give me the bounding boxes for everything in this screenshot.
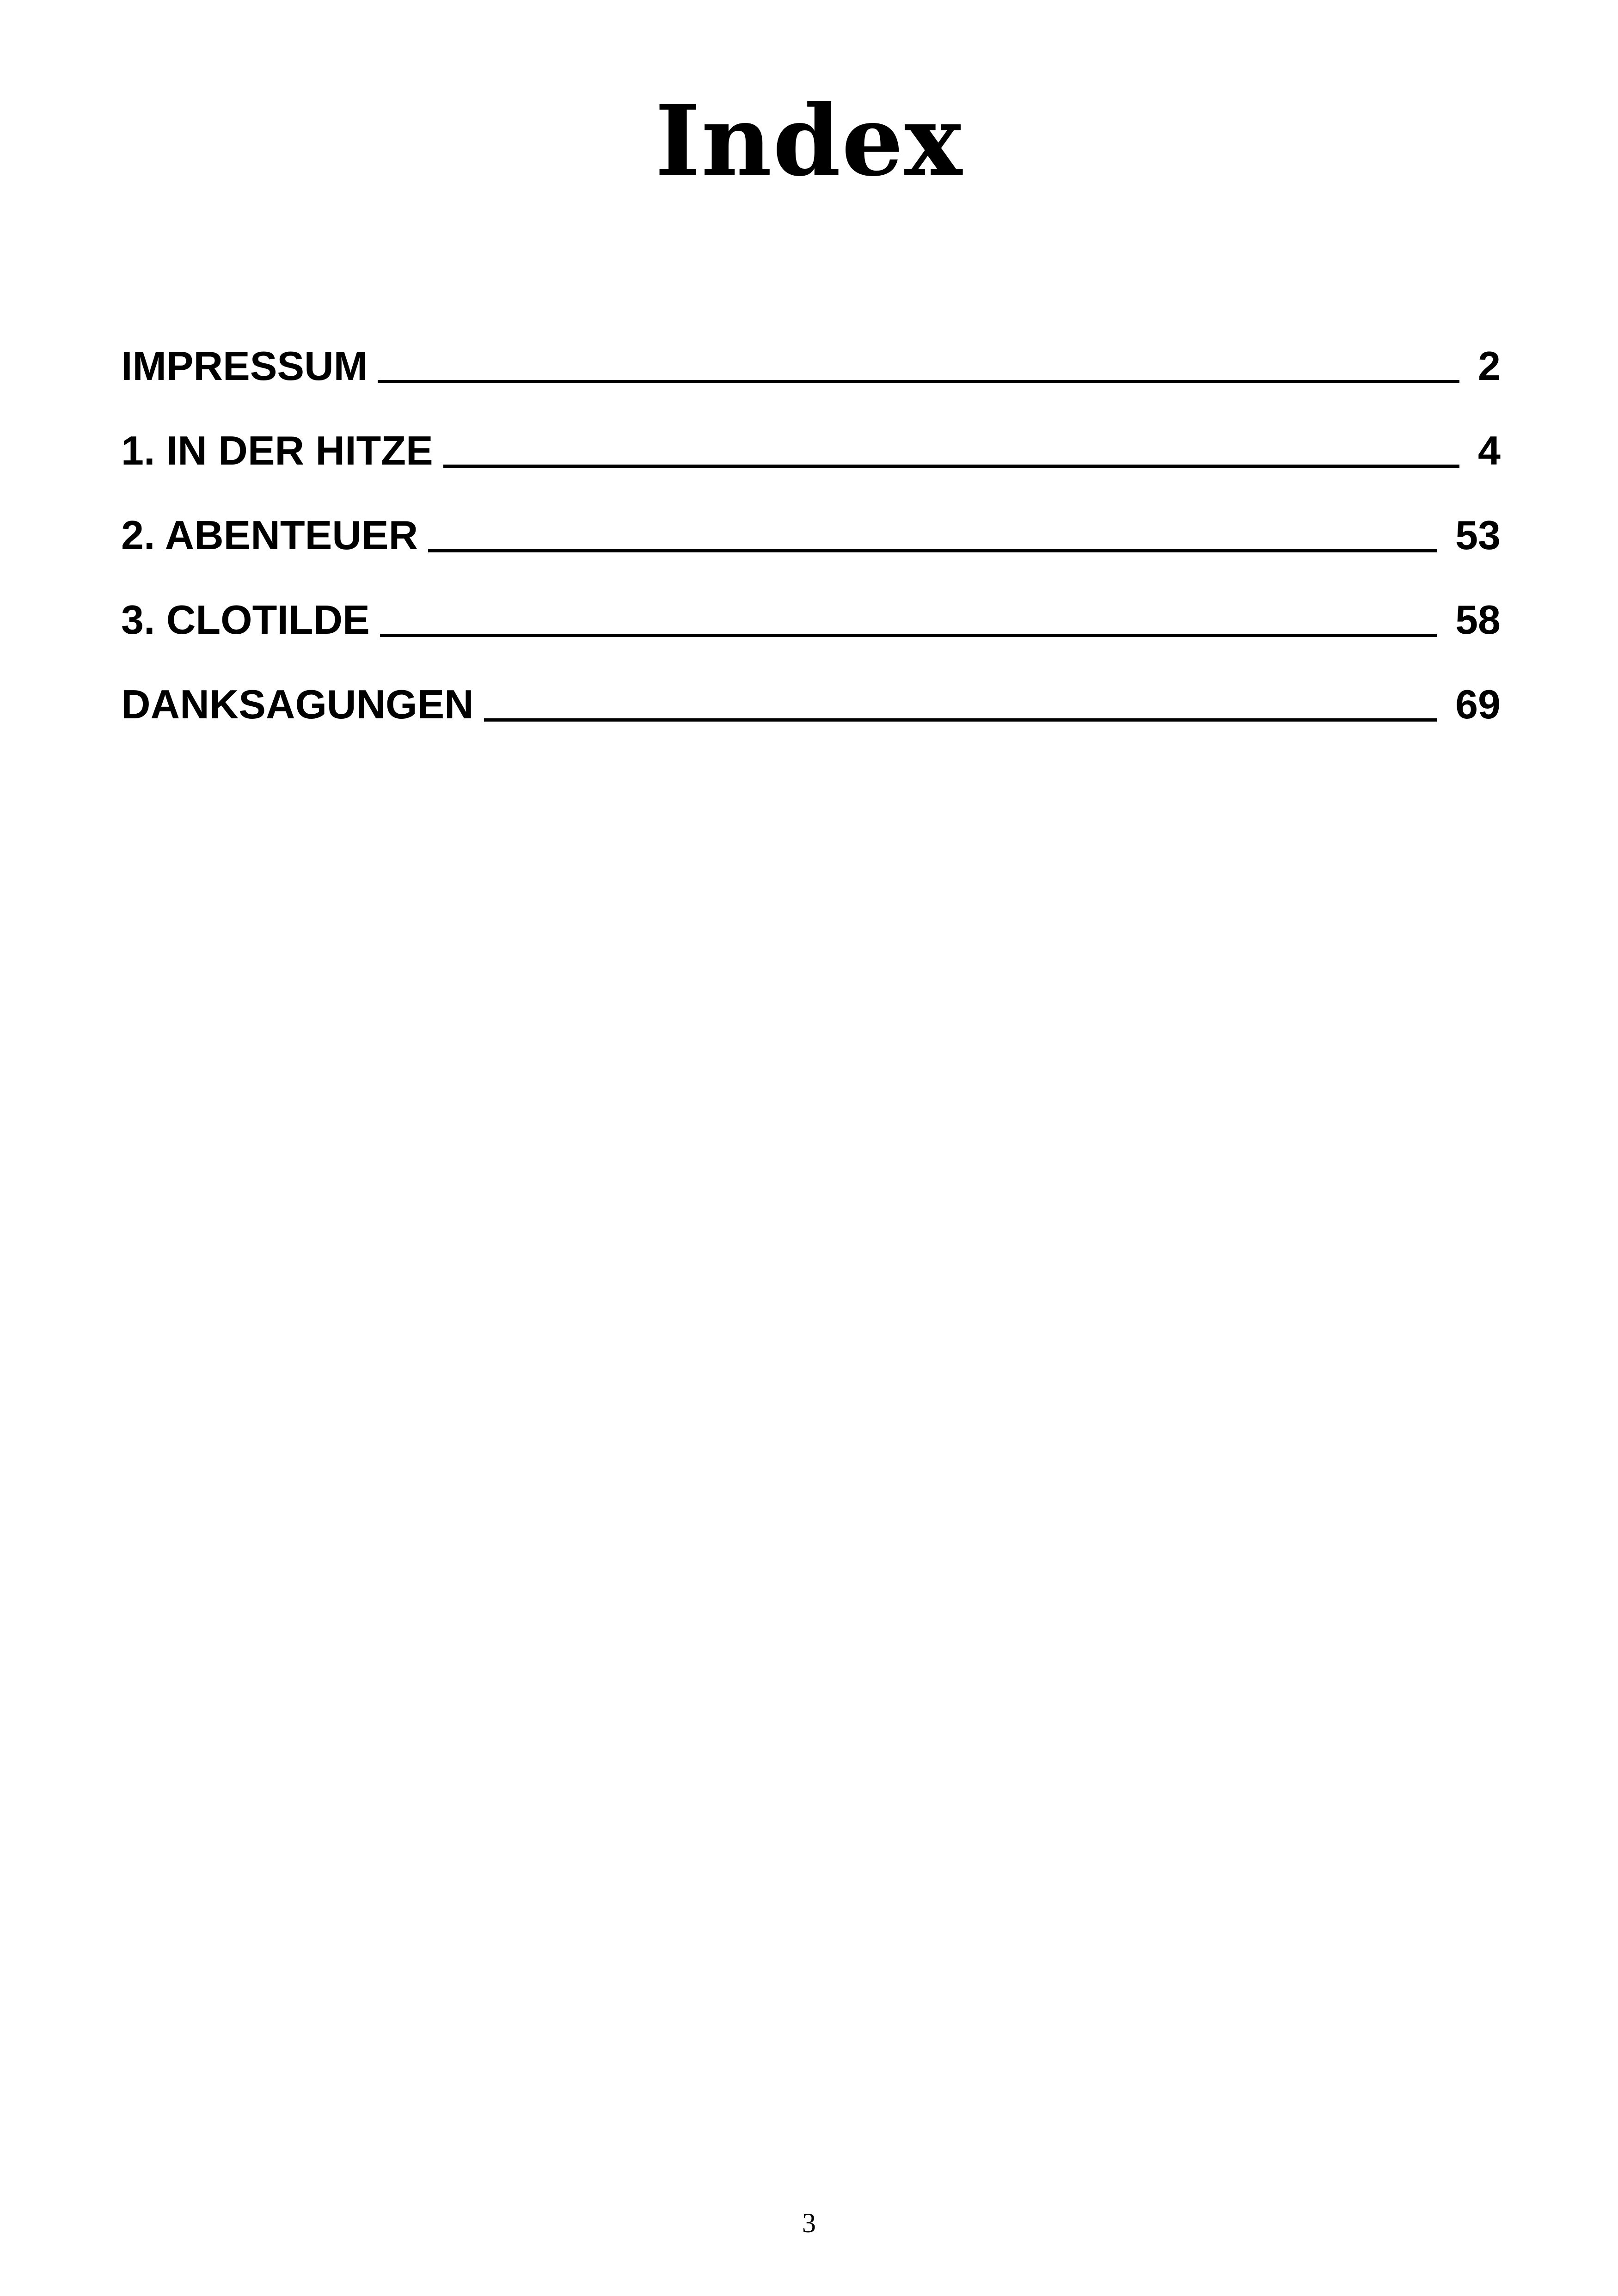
toc-entry-danksagungen[interactable] — [121, 662, 1501, 747]
page-number: 3 — [802, 2208, 816, 2238]
toc-entry-label: 2. ABENTEUER — [121, 512, 418, 558]
page-title: Index — [655, 84, 963, 198]
toc-entry-page: 2 — [1478, 343, 1501, 389]
toc-leader-line — [428, 549, 1437, 552]
toc-entry-page: 53 — [1455, 512, 1501, 558]
toc-leader-line — [380, 634, 1437, 637]
toc-entry-page: 4 — [1478, 427, 1501, 473]
toc-entry-label: IMPRESSUM — [121, 343, 368, 389]
toc-leader-line — [484, 718, 1437, 722]
toc-entry-label: DANKSAGUNGEN — [121, 681, 474, 727]
toc-entry-clotilde[interactable] — [121, 577, 1501, 662]
toc-entry-label: 1. IN DER HITZE — [121, 427, 433, 473]
toc-entry-abenteuer[interactable] — [121, 493, 1501, 577]
toc-entry-in-der-hitze[interactable] — [121, 408, 1501, 493]
toc-entry-impressum[interactable] — [121, 324, 1501, 408]
toc-leader-line — [443, 465, 1459, 468]
toc-entry-page: 58 — [1455, 596, 1501, 643]
toc-entry-label: 3. CLOTILDE — [121, 596, 370, 643]
toc-entry-page: 69 — [1455, 681, 1501, 727]
toc-leader-line — [378, 380, 1459, 383]
table-of-contents — [121, 324, 1501, 747]
